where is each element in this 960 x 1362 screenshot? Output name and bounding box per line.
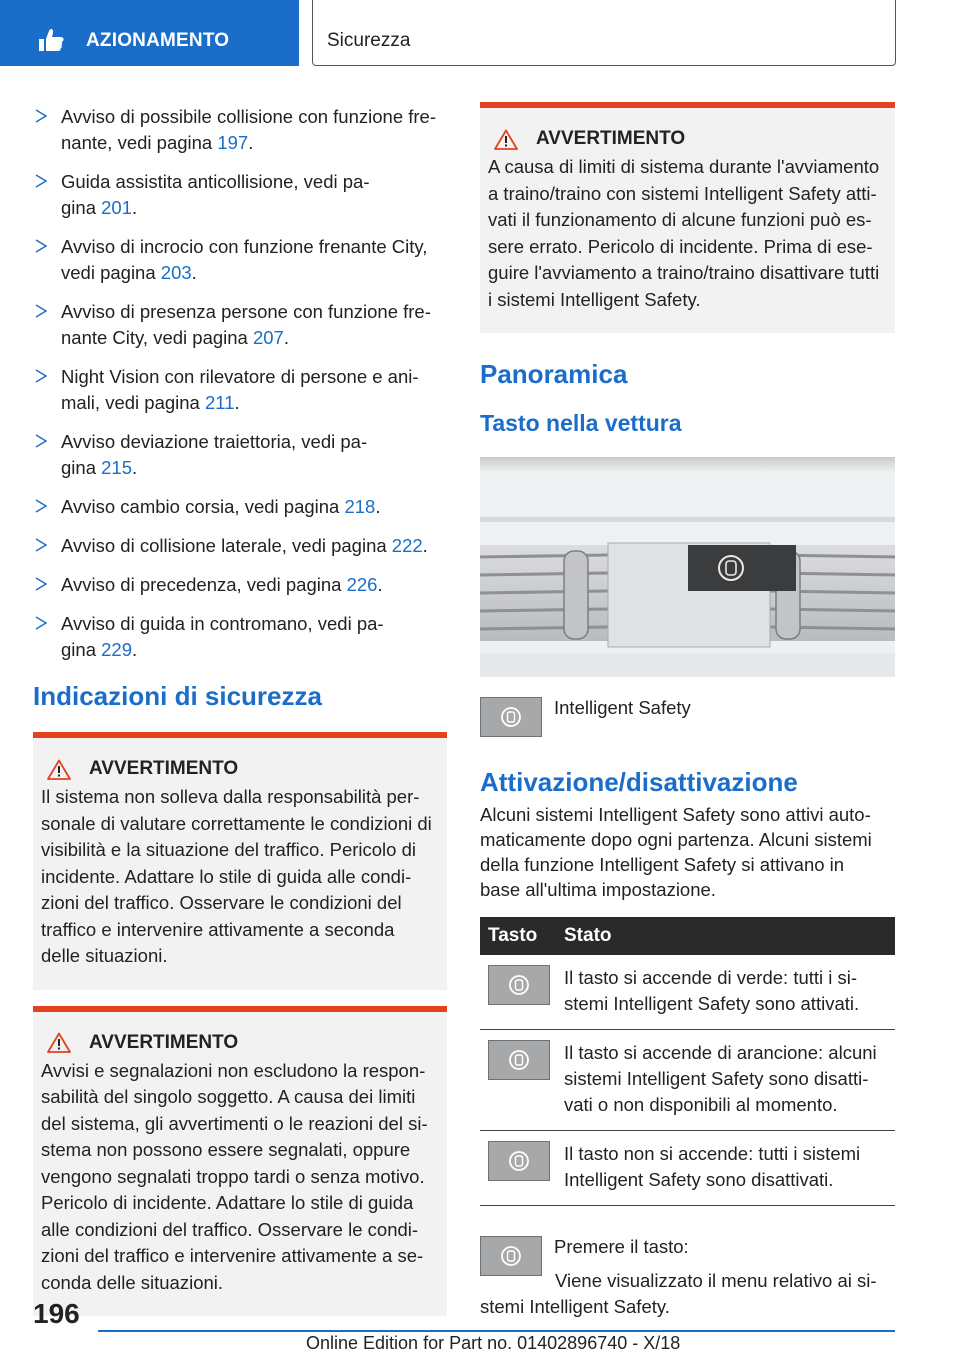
warning-title: AVVERTIMENTO: [488, 128, 887, 150]
button-state-table: [480, 917, 895, 1206]
page-link[interactable]: 222: [391, 535, 423, 556]
state-description: Il tasto si accende di arancione: alcuni sistemi Intelligent Safety sono disatti- vati o non disponibili al momento.: [556, 1030, 895, 1131]
list-item: Avviso deviazione traiettoria, vedi pa- gina 215.: [33, 429, 447, 481]
chapter-box: [312, 0, 896, 66]
list-item-text: Avviso di collisione laterale, vedi pagina: [61, 535, 392, 556]
hand-icon: [36, 27, 66, 53]
left-column: [33, 104, 447, 1316]
list-item-text: Avviso di incrocio con funzione frenante City, vedi pagina: [61, 236, 428, 283]
activation-heading: Attivazione/disattivazione: [480, 767, 798, 797]
bullet-triangle-icon: [35, 174, 47, 188]
page-link[interactable]: 215: [101, 457, 132, 478]
list-item-text: Avviso cambio corsia, vedi pagina: [61, 496, 345, 517]
intelligent-safety-button-icon: [480, 1236, 542, 1276]
list-item-text: Night Vision con rilevatore di persone e ani- mali, vedi pagina: [61, 366, 419, 413]
bullet-triangle-icon: [35, 499, 47, 513]
warning-text: Il sistema non solleva dalla responsabilità per- sonale di valutare correttamente le condizioni di visibilità e la situazione del traffico. Pericolo di incidente. Adattare lo stile di guida alle condi- zioni del traffico. Osservare le condizioni del traffico e intervenire attivamente a seconda delle situazioni.: [41, 786, 432, 966]
list-item: Avviso di presenza persone con funzione fre- nante City, vedi pagina 207.: [33, 299, 447, 351]
list-item: Guida assistita anticollisione, vedi pa- gina 201.: [33, 169, 447, 221]
bullet-triangle-icon: [35, 538, 47, 552]
warning-triangle-icon: [47, 1032, 71, 1053]
button-caption: Intelligent Safety: [554, 697, 691, 718]
table-row: [480, 955, 895, 1030]
page-link[interactable]: 218: [344, 496, 376, 517]
list-item-text: Avviso di precedenza, vedi pagina: [61, 574, 347, 595]
warning-title: AVVERTIMENTO: [41, 758, 439, 780]
page-link[interactable]: 207: [252, 327, 284, 348]
intelligent-safety-button-icon: [488, 965, 550, 1005]
intelligent-safety-button-icon: [488, 1141, 550, 1181]
warning-text: Avvisi e segnalazioni non escludono la respon- sabilità del singolo soggetto. A causa dei limiti del sistema, gli avvertimenti o le reazioni del si- stema non possono essere segnalati, oppure vengono segnalati troppo tardi o senza motivo. Pericolo di incidente. Adattare lo stile di guida alle condizioni del traffico. Osservare le condi- zioni del traffico e intervenire attivamente a se- conda delle situazioni.: [41, 1059, 428, 1293]
list-item: Avviso di possibile collisione con funzione fre- nante, vedi pagina 197.: [33, 104, 447, 156]
footer-divider: [98, 1330, 895, 1332]
bullet-triangle-icon: [35, 616, 47, 630]
right-lower: [480, 697, 895, 1320]
page-link[interactable]: 197: [217, 132, 249, 153]
vehicle-button-photo: [480, 457, 895, 677]
warning-text: A causa di limiti di sistema durante l'avviamento a traino/traino con sistemi Intelligent Safety atti- vati il funzionamento di alcune funzioni può es- sere errato. Pericolo di incidente. Prima di ese- guire l'avviamento a traino/traino disattivare tutti i sistemi Intelligent Safety.: [488, 156, 880, 310]
list-item: Avviso di guida in contromano, vedi pa- gina 229.: [33, 611, 447, 663]
column-header-tasto: Tasto: [480, 917, 556, 955]
overview-heading: Panoramica: [480, 359, 628, 389]
list-item: Night Vision con rilevatore di persone e ani- mali, vedi pagina 211.: [33, 364, 447, 416]
list-item: Avviso di collisione laterale, vedi pagina 222.: [33, 533, 447, 559]
page-link[interactable]: 226: [346, 574, 378, 595]
bullet-triangle-icon: [35, 577, 47, 591]
page-link[interactable]: 203: [160, 262, 192, 283]
section-tab: [0, 0, 299, 66]
bullet-triangle-icon: [35, 369, 47, 383]
list-item-text: Avviso deviazione traiettoria, vedi pa- gina: [61, 431, 368, 478]
chapter-title: Sicurezza: [327, 30, 411, 51]
table-row: [480, 1131, 895, 1206]
page-link[interactable]: 201: [101, 197, 132, 218]
list-item: Avviso di precedenza, vedi pagina 226.: [33, 572, 447, 598]
list-item: Avviso cambio corsia, vedi pagina 218.: [33, 494, 447, 520]
list-item-text: Avviso di possibile collisione con funzione fre- nante, vedi pagina: [61, 106, 436, 153]
feature-list: [33, 104, 447, 663]
bullet-triangle-icon: [35, 239, 47, 253]
warning-triangle-icon: [494, 129, 518, 150]
right-column: [480, 102, 895, 437]
warning-box-1: [33, 732, 447, 990]
bullet-triangle-icon: [35, 434, 47, 448]
page-number: 196: [33, 1298, 80, 1329]
warning-title: AVVERTIMENTO: [41, 1032, 439, 1054]
button-caption-row: [480, 697, 895, 737]
warning-box-3: [480, 102, 895, 333]
bullet-triangle-icon: [35, 304, 47, 318]
section-title: AZIONAMENTO: [86, 30, 230, 51]
safety-heading: Indicazioni di sicurezza: [33, 681, 322, 711]
button-heading: Tasto nella vettura: [480, 410, 682, 436]
warning-box-2: [33, 1006, 447, 1317]
menu-text: Viene visualizzato il menu relativo ai si- stemi Intelligent Safety.: [480, 1270, 877, 1317]
state-description: Il tasto si accende di verde: tutti i si- stemi Intelligent Safety sono attivati.: [556, 955, 895, 1030]
press-text: Premere il tasto:: [554, 1236, 689, 1257]
activation-text: Alcuni sistemi Intelligent Safety sono attivi auto- maticamente dopo ogni partenza. Alcuni sistemi della funzione Intelligent Safety si attivano in base all'ultima impostazione.: [480, 804, 872, 900]
column-header-stato: Stato: [556, 917, 895, 955]
state-description: Il tasto non si accende: tutti i sistemi Intelligent Safety sono disattivati.: [556, 1131, 895, 1206]
list-item-text: Avviso di presenza persone con funzione fre- nante City, vedi pagina: [61, 301, 431, 348]
bullet-triangle-icon: [35, 109, 47, 123]
warning-triangle-icon: [47, 759, 71, 780]
page-link[interactable]: 229: [101, 639, 132, 660]
edition-text: Online Edition for Part no. 01402896740 - X/18: [306, 1333, 681, 1353]
intelligent-safety-button-icon: [488, 1040, 550, 1080]
list-item: Avviso di incrocio con funzione frenante City, vedi pagina 203.: [33, 234, 447, 286]
intelligent-safety-button-icon: [480, 697, 542, 737]
dashboard-illustration: [480, 457, 895, 677]
table-row: [480, 1030, 895, 1131]
list-item-text: Guida assistita anticollisione, vedi pa- gina: [61, 171, 370, 218]
list-item-text: Avviso di guida in contromano, vedi pa- gina: [61, 613, 384, 660]
page-link[interactable]: 211: [204, 392, 235, 413]
